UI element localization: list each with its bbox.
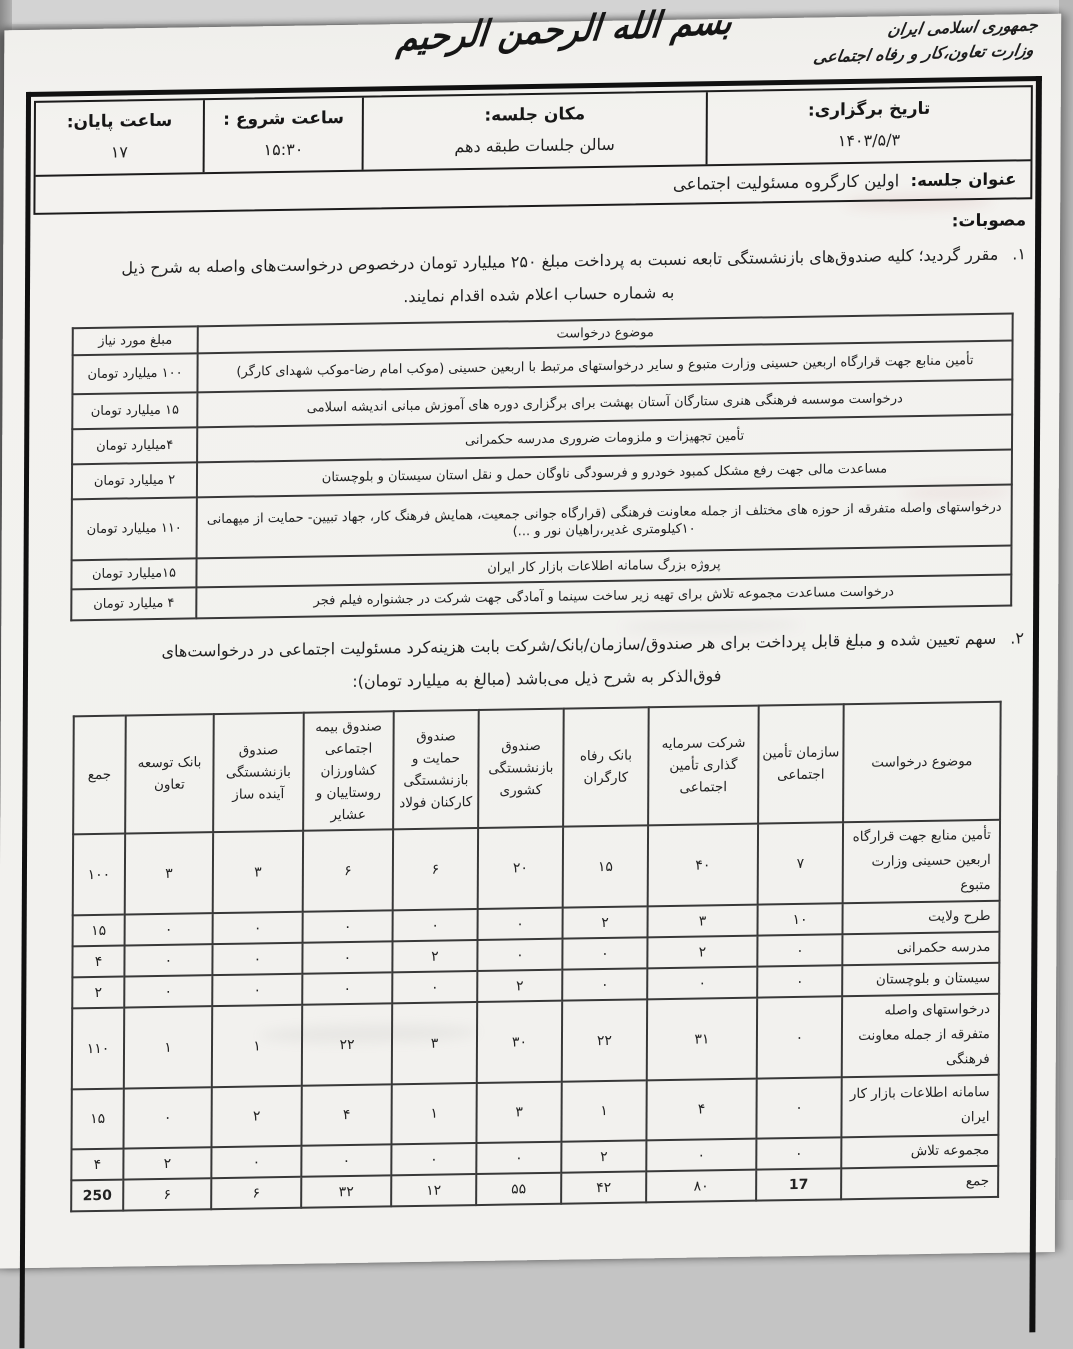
meeting-date-cell	[707, 87, 1031, 164]
content-frame	[19, 76, 1041, 1348]
value-cell: ۴	[301, 1084, 391, 1145]
value-cell: ۱۵	[73, 915, 125, 947]
resolution-item-1-line2: به شماره حساب اعلام شده اقدام نمایند.	[403, 282, 675, 307]
meeting-info-box	[33, 85, 1032, 215]
value-cell: ۰	[393, 909, 478, 941]
amount-cell: ۲ میلیارد تومان	[72, 462, 197, 499]
subject-cell: درخواست مساعدت مجموعه تلاش برای تهیه زیر ساخت سینما و آمادگی جهت شرکت در جشنواره فیلم فجر	[196, 575, 1011, 619]
requests-subject-header: موضوع درخواست	[198, 314, 1013, 354]
bismillah-calligraphy: بسم الله الرحمن الرحیم	[395, 0, 735, 59]
resolution-item-2-line2: فوق‌الذکر به شرح ذیل می‌باشد (مبالغ به میلیارد تومان):	[352, 666, 722, 691]
meeting-location-value: سالن جلسات طبقه دهم	[454, 134, 615, 157]
value-cell: ۰	[302, 972, 392, 1004]
meeting-title-label: عنوان جلسه:	[910, 169, 1017, 191]
resolution-item-2	[50, 621, 1024, 702]
value-cell: ۰	[562, 937, 647, 969]
value-cell: ۲	[561, 1140, 646, 1172]
value-cell: ۰	[211, 1146, 301, 1178]
meeting-location-label: مکان جلسه:	[484, 104, 586, 126]
value-cell: ۰	[303, 910, 393, 942]
value-cell: ۳	[125, 832, 213, 914]
value-cell: ۳۰	[477, 1001, 562, 1083]
meeting-end-time-cell	[36, 100, 205, 175]
meeting-location-cell	[364, 92, 708, 169]
subject-cell: تأمین منابع جهت قرارگاه اربعین حسینی وزارت متبوع و سایر درخواستهای مرتبط با اربعین حسینی (موکب امام رضا-موکب شهدای کارگر)	[197, 341, 1012, 393]
value-cell: ۲	[563, 906, 648, 938]
row-label-cell: سیستان و بلوچستان	[842, 963, 999, 996]
value-cell: ۴۰	[648, 824, 758, 907]
value-cell: ۲۰	[478, 827, 563, 909]
value-cell: ۴	[646, 1079, 756, 1141]
meeting-date-value: ۱۴۰۳/۵/۳	[837, 130, 901, 151]
subject-cell: تأمین تجهیزات و ملزومات ضروری مدرسه حکمرانی	[197, 415, 1012, 463]
value-cell: ۰	[213, 912, 303, 944]
amount-cell: ۱۵ میلیارد تومان	[72, 392, 197, 429]
requests-amount-header: مبلغ مورد نیاز	[73, 326, 198, 355]
subject-cell: پروژه بزرگ سامانه اطلاعات بازار کار ایران	[196, 546, 1011, 588]
meeting-date-label: تاریخ برگزاری:	[807, 98, 931, 121]
subject-cell: درخواستهای واصله متفرقه از حوزه های مختلف از جمله معاونت فرهنگی (قرارگاه جوانی جمعیت، همایش فرهنگ کار، جهاد تبیین- حمایت از میهمانی ۱۰کیلومتری غدیر،راهیان نور و ...)	[197, 485, 1012, 559]
value-cell: ۰	[125, 913, 213, 945]
column-header-ayandehsaz-fund: صندوق بازنشستگی آینده ساز	[213, 713, 304, 832]
value-cell: ۶	[211, 1177, 301, 1209]
scanner-background-right	[1059, 0, 1073, 1200]
allocation-table-header-row	[73, 702, 1001, 835]
value-cell: ۰	[212, 943, 302, 975]
value-cell: ۲۲	[562, 999, 647, 1081]
value-cell: ۳	[213, 831, 303, 913]
value-cell: ۲	[211, 1086, 301, 1147]
value-cell: ۰	[301, 1144, 391, 1176]
value-cell: ۷	[758, 822, 843, 904]
value-cell: ۰	[562, 968, 647, 1000]
table-row	[72, 994, 999, 1090]
column-header-cooperative-bank: بانک توسعه تعاون	[125, 714, 214, 833]
column-header-farmers-insurance-fund: صندوق بیمه اجتماعی کشاورزان روستاییان و عشایر	[303, 711, 394, 830]
value-cell: ۱	[124, 1006, 212, 1088]
column-header-refah-bank: بانک رفاه کارگران	[563, 707, 649, 826]
amount-cell: ۴میلیارد تومان	[72, 427, 197, 464]
value-cell: ۴	[71, 1149, 123, 1181]
column-header-investment-company: شرکت سرمایه گذاری تأمین اجتماعی	[648, 706, 759, 826]
row-label-cell: طرح ولایت	[842, 901, 999, 934]
value-cell: ۱۰۰	[73, 834, 125, 916]
letterhead-country: جمهوری اسلامی ایران	[886, 15, 1040, 40]
value-cell: ۳۱	[647, 998, 757, 1081]
amount-cell: ۱۱۰ میلیارد تومان	[72, 497, 197, 560]
row-label-cell: مجموعه تلاش	[841, 1135, 998, 1168]
value-cell: ۲	[123, 1147, 211, 1179]
value-cell: ۱۰	[757, 903, 842, 935]
value-cell: ۰	[392, 971, 477, 1003]
value-cell: ۲	[72, 977, 124, 1009]
value-cell: ۰	[757, 965, 842, 997]
value-cell: ۰	[476, 1142, 561, 1174]
value-cell: ۱۱۰	[72, 1008, 124, 1090]
value-cell: ۰	[477, 939, 562, 971]
value-cell: ۳	[476, 1082, 561, 1143]
subject-cell: درخواست موسسه فرهنگی هنری ستارگان آستان بهشت برای برگزاری دوره های آموزش مبانی اندیشه اسلامی	[197, 380, 1012, 428]
value-cell: ۴	[72, 946, 124, 978]
column-header-civil-pension-fund: صندوق بازنشستگی کشوری	[478, 709, 564, 828]
letterhead-ministry: وزارت تعاون،کار و رفاه اجتماعی	[811, 40, 1035, 67]
column-header-total: جمع	[73, 715, 126, 834]
meeting-end-time-label: ساعت پایان:	[66, 110, 173, 133]
resolution-item-1-number: ۱.	[1012, 244, 1027, 264]
meeting-start-time-label: ساعت شروع :	[223, 107, 345, 130]
value-cell: ۰	[391, 1143, 476, 1175]
value-cell: ۱	[212, 1005, 302, 1087]
value-cell: ۰	[478, 908, 563, 940]
value-cell: ۲	[392, 940, 477, 972]
amount-cell: ۴ میلیارد تومان	[71, 587, 196, 620]
meeting-start-time-cell	[205, 98, 365, 173]
value-cell: ۰	[757, 996, 842, 1078]
value-cell: ۵۵	[476, 1173, 561, 1205]
column-header-social-security-org: سازمان تأمین اجتماعی	[758, 704, 844, 823]
column-header-subject: موضوع درخواست	[843, 702, 1001, 822]
row-label-cell: درخواستهای واصله متفرقه از جمله معاونت فرهنگی	[842, 994, 999, 1077]
value-cell: ۶	[303, 829, 393, 911]
table-row	[73, 820, 1000, 916]
row-label-cell: تأمین منابع جهت قرارگاه اربعین حسینی وزارت متبوع	[843, 820, 1000, 903]
column-header-steel-pension-fund: صندوق حمایت و بازنشستگی کارکنان فولاد	[393, 710, 479, 829]
letterhead	[811, 12, 1039, 69]
value-cell: 250	[71, 1180, 123, 1212]
value-cell: ۲	[647, 936, 757, 969]
value-cell: ۰	[123, 1087, 211, 1148]
value-cell: ۳۲	[301, 1175, 391, 1207]
value-cell: ۰	[756, 1077, 841, 1138]
resolution-item-2-text: سهم تعیین شده و مبلغ قابل پرداخت برای هر صندوق/سازمان/بانک/شرکت بابت هزینه‌کرد مسئولیت اجتماعی در درخواست‌های	[161, 628, 997, 661]
value-cell: ۱	[561, 1080, 646, 1141]
value-cell: ۱۵	[72, 1089, 124, 1150]
value-cell: ۸۰	[646, 1170, 756, 1203]
subject-cell: مساعدت مالی جهت رفع مشکل کمبود خودرو و فرسودگی ناوگان حمل و نقل استان سیستان و بلوچستان	[197, 450, 1012, 498]
value-cell: ۰	[756, 1137, 841, 1169]
value-cell: ۲۲	[302, 1003, 392, 1085]
value-cell: 17	[756, 1168, 841, 1200]
value-cell: ۱	[391, 1083, 476, 1144]
value-cell: ۲	[477, 970, 562, 1002]
value-cell: ۶	[393, 828, 478, 910]
resolutions-heading: مصوبات:	[951, 210, 1027, 232]
amount-cell: ۱۰۰ میلیارد تومان	[72, 353, 197, 394]
value-cell: ۰	[212, 974, 302, 1006]
value-cell: ۰	[646, 1139, 756, 1172]
row-label-cell: مدرسه حکمرانی	[842, 932, 999, 965]
value-cell: ۳	[647, 905, 757, 938]
meeting-title-value: اولین کارگروه مسئولیت اجتماعی	[672, 171, 900, 194]
value-cell: ۰	[124, 975, 212, 1007]
value-cell: ۰	[757, 934, 842, 966]
value-cell: ۱۲	[391, 1174, 476, 1206]
row-label-cell: جمع	[841, 1166, 998, 1199]
value-cell: ۰	[302, 941, 392, 973]
resolution-item-1	[52, 237, 1026, 318]
value-cell: ۳	[392, 1002, 477, 1084]
resolution-item-1-text: مقرر گردید؛ کلیه صندوق‌های بازنشستگی تابعه نسبت به پرداخت مبلغ ۲۵۰ میلیارد تومان درخصوص درخواست‌های واصله به شرح ذیل	[121, 244, 999, 278]
allocation-table	[70, 701, 1001, 1213]
value-cell: ۶	[123, 1178, 211, 1210]
row-label-cell: سامانه اطلاعات بازار کار ایران	[841, 1075, 998, 1137]
requests-table	[70, 312, 1013, 621]
amount-cell: ۱۵میلیارد تومان	[71, 558, 196, 589]
value-cell: ۰	[647, 967, 757, 1000]
value-cell: ۰	[124, 944, 212, 976]
value-cell: ۱۵	[563, 825, 648, 907]
value-cell: ۴۲	[561, 1171, 646, 1203]
meeting-start-time-value: ۱۵:۳۰	[263, 139, 304, 160]
meeting-end-time-value: ۱۷	[110, 142, 128, 162]
resolution-item-2-number: ۲.	[1010, 628, 1025, 648]
